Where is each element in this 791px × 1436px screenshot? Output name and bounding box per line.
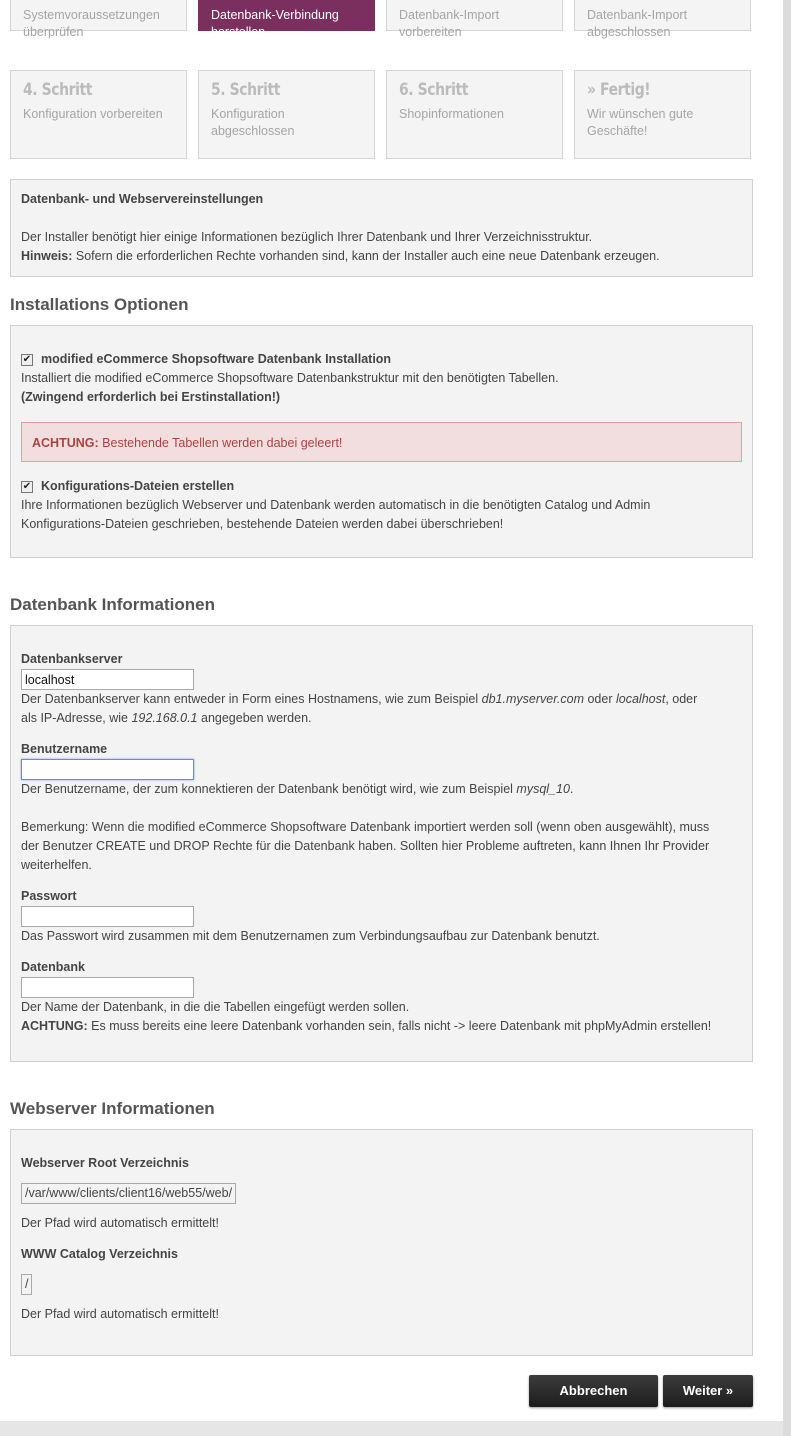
intro-hint	[21, 247, 742, 266]
install-options-panel	[10, 325, 753, 558]
next-button[interactable]: Weiter »	[663, 1375, 753, 1407]
step-description: Systemvoraussetzungen überprüfen	[23, 8, 160, 39]
help-text: oder	[587, 692, 613, 706]
database-help: Der Name der Datenbank, in die die Tabellen eingefügt werden sollen.	[21, 1000, 410, 1014]
config-text-1: Ihre Informationen bezüglich Webserver und Datenbank werden automatisch in die benötigten Catalog und Admin	[21, 498, 651, 512]
help-text: angegeben werden.	[201, 711, 312, 725]
db-server-help-2	[21, 709, 742, 728]
db-server-help-1	[21, 690, 742, 709]
catalog-value: /	[21, 1274, 32, 1295]
page-scrollbar[interactable]	[783, 0, 791, 1436]
step-6	[386, 70, 563, 159]
config-label: Konfigurations-Dateien erstellen	[41, 479, 235, 493]
help-text: Der Benutzername, der zum konnektieren der Datenbank benötigt wird, wie zum Beispiel	[21, 782, 513, 796]
db-info-heading: Datenbank Informationen	[10, 595, 215, 614]
db-install-text: Installiert die modified eCommerce Shopsoftware Datenbankstruktur mit den benötigten Tabellen.	[21, 371, 559, 385]
config-option	[21, 477, 742, 496]
step-number: » Fertig!	[587, 80, 651, 100]
warning-label: ACHTUNG:	[21, 1019, 88, 1033]
password-help: Das Passwort wird zusammen mit dem Benutzernamen zum Verbindungsaufbau zur Datenbank benutzt.	[21, 929, 600, 943]
intro-text: Der Installer benötigt hier einige Informationen bezüglich Ihrer Datenbank und Ihrer Verzeichnisstruktur.	[21, 230, 593, 244]
step-finished	[574, 70, 751, 159]
step-number	[211, 0, 335, 1]
help-text: , oder	[665, 692, 698, 706]
database-input[interactable]	[21, 977, 194, 998]
step-description: Shopinformationen	[399, 107, 504, 121]
step-1-active	[198, 0, 375, 39]
step-description: Datenbank-Verbindung herstellen	[211, 8, 339, 39]
db-server-label: Datenbankserver	[21, 652, 123, 666]
install-options-heading: Installations Optionen	[10, 295, 189, 314]
example-user: mysql_10	[516, 782, 570, 796]
step-4	[10, 70, 187, 159]
db-install-checkbox[interactable]: ✔	[22, 353, 32, 365]
db-install-option	[21, 350, 742, 369]
step-2	[386, 0, 563, 39]
database-warning	[21, 1017, 742, 1036]
remark-3: weiterhelfen.	[21, 858, 92, 872]
intro-panel	[10, 179, 753, 277]
step-description: Wir wünschen gute Geschäfte!	[587, 107, 694, 138]
db-server-input[interactable]	[21, 669, 194, 690]
step-description: Konfiguration vorbereiten	[23, 107, 163, 121]
password-input[interactable]	[21, 906, 194, 927]
password-label: Passwort	[21, 889, 77, 903]
db-info-panel	[10, 625, 753, 1062]
remark-2: der Benutzer CREATE und DROP Rechte für die Datenbank haben. Sollten hier Probleme auftreten, kann Ihnen Ihr Provider	[21, 839, 710, 853]
config-text-2: Konfigurations-Dateien geschrieben, bestehende Dateien werden dabei überschrieben!	[21, 517, 504, 531]
step-description: Datenbank-Import vorbereiten	[399, 8, 500, 39]
example-localhost: localhost	[615, 692, 666, 706]
web-root-label: Webserver Root Verzeichnis	[21, 1156, 189, 1170]
db-install-label: modified eCommerce Shopsoftware Datenbank Installation	[41, 352, 392, 366]
step-number: 6. Schritt	[399, 80, 468, 100]
step-3	[574, 0, 751, 39]
step-description: Datenbank-Import abgeschlossen	[587, 8, 688, 39]
step-number: 5. Schritt	[211, 80, 280, 100]
hint-label: Hinweis:	[21, 249, 73, 263]
web-info-panel	[10, 1129, 753, 1356]
alert-text: Bestehende Tabellen werden dabei geleert!	[102, 436, 343, 450]
web-info-heading: Webserver Informationen	[10, 1099, 215, 1118]
username-label: Benutzername	[21, 742, 108, 756]
web-root-value: /var/www/clients/client16/web55/web/	[21, 1183, 236, 1204]
example-host: db1.myserver.com	[481, 692, 584, 706]
help-text: als IP-Adresse, wie	[21, 711, 128, 725]
cancel-button[interactable]: Abbrechen	[529, 1375, 658, 1407]
step-number	[587, 0, 711, 1]
db-install-note: (Zwingend erforderlich bei Erstinstallation!)	[21, 390, 281, 404]
warning-alert	[21, 422, 742, 462]
username-help: Der Benutzername, der zum konnektieren der Datenbank benötigt wird, wie zum Beispiel mysql_10.	[21, 782, 574, 796]
step-number: 4. Schritt	[23, 80, 92, 100]
web-root-help: Der Pfad wird automatisch ermittelt!	[21, 1216, 219, 1230]
step-description: Konfiguration abgeschlossen	[211, 107, 295, 138]
hint-text: Sofern die erforderlichen Rechte vorhanden sind, kann der Installer auch eine neue Datenbank erzeugen.	[75, 249, 660, 263]
intro-title: Datenbank- und Webservereinstellungen	[21, 192, 264, 206]
warning-text: Es muss bereits eine leere Datenbank vorhanden sein, falls nicht -> leere Datenbank mit phpMyAdmin erstellen!	[91, 1019, 712, 1033]
step-5	[198, 70, 375, 159]
step-number	[23, 0, 147, 1]
catalog-label: WWW Catalog Verzeichnis	[21, 1247, 178, 1261]
example-ip: 192.168.0.1	[131, 711, 198, 725]
step-start	[10, 0, 187, 39]
config-checkbox[interactable]: ✔	[22, 480, 32, 492]
database-label: Datenbank	[21, 960, 85, 974]
catalog-help: Der Pfad wird automatisch ermittelt!	[21, 1307, 219, 1321]
step-number	[399, 0, 523, 1]
username-input[interactable]	[21, 759, 194, 780]
help-text: Der Datenbankserver kann entweder in Form eines Hostnamens, wie zum Beispiel	[21, 692, 479, 706]
remark-1: Bemerkung: Wenn die modified eCommerce Shopsoftware Datenbank importiert werden soll (wenn oben ausgewählt), muss	[21, 820, 710, 834]
alert-label: ACHTUNG:	[32, 436, 99, 450]
